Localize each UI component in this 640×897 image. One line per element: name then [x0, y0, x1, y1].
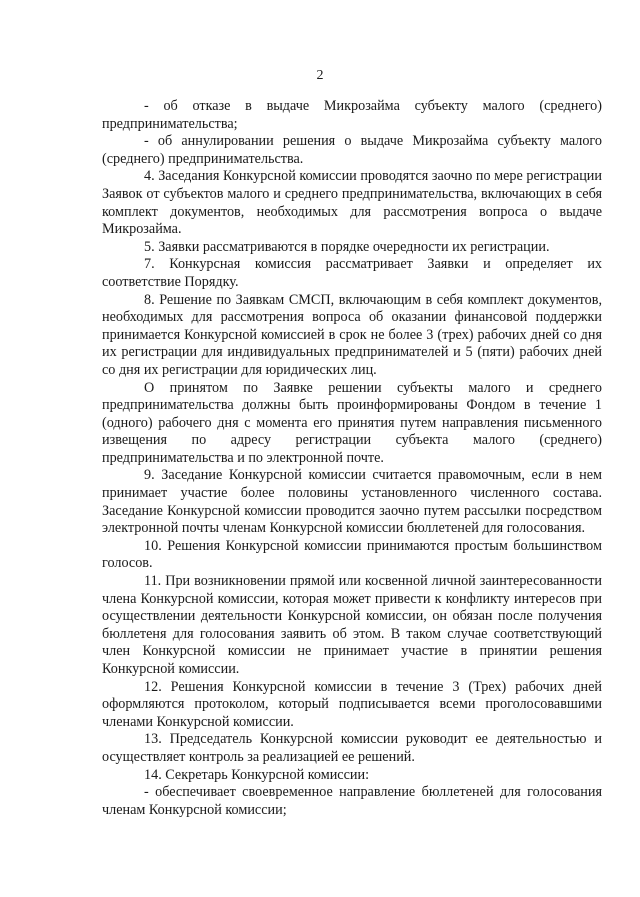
paragraph-item-12: 12. Решения Конкурсной комиссии в течение 3 (Трех) рабочих дней оформляются протоколом, который подписывается всеми проголосовавшими членами Конкурсной комиссии.: [102, 678, 602, 730]
paragraph-item-14: 14. Секретарь Конкурсной комиссии:: [144, 766, 370, 783]
paragraph-item-13: 13. Председатель Конкурсной комиссии руководит ее деятельностью и осуществляет контроль за реализацией ее решений.: [102, 731, 602, 765]
paragraph-secretary-duty: - обеспечивает своевременное направление бюллетеней для голосования членам Конкурсной комиссии;: [102, 784, 602, 818]
paragraph-item-9: 9. Заседание Конкурсной комиссии считается правомочным, если в нем принимает участие более половины установленного численного состава. Заседание Конкурсной комиссии проводится заочно путем рассылки посредством электронной почты членам Конкурсной комиссии бюллетеней для голосования.: [102, 467, 602, 537]
paragraph-notification: О принятом по Заявке решении субъекты малого и среднего предпринимательства должны быть проинформированы Фондом в течение 1 (одного) рабочего дня с момента его принятия путем направления письменного извещения по адресу регистрации субъекта малого (среднего) предпринимательства и по электронной почте.: [102, 379, 602, 466]
paragraph-item-10: 10. Решения Конкурсной комиссии принимаются простым большинством голосов.: [102, 537, 602, 572]
paragraph-item-7: 7. Конкурсная комиссия рассматривает Заявки и определяет их соответствие Порядку.: [102, 256, 602, 290]
paragraph-item-8: 8. Решение по Заявкам СМСП, включающим в себя комплект документов, необходимых для рассмотрения вопроса об оказании финансовой поддержки принимается Конкурсной комиссией в срок не более 3 (трех) рабочих дней со дня их регистрации для индивидуальных предпринимателей и 5 (пяти) рабочих дней со дня их регистрации для юридических лиц.: [102, 291, 602, 378]
paragraph-refusal: - об отказе в выдаче Микрозайма субъекту малого (среднего) предпринимательства;: [102, 98, 602, 132]
paragraph-annulment: - об аннулировании решения о выдаче Микрозайма субъекту малого (среднего) предпринимательства.: [102, 133, 602, 167]
paragraph-item-11: 11. При возникновении прямой или косвенной личной заинтересованности члена Конкурсной комиссии, которая может привести к конфликту интересов при осуществлении деятельности Конкурсной комиссии, он обязан после получения бюллетеня для голосования заявить об этом. В таком случае соответствующий член Конкурсной комиссии не принимает участие в принятии решения Конкурсной комиссии.: [102, 573, 602, 677]
document-body: [102, 98, 602, 819]
paragraph-item-5: 5. Заявки рассматриваются в порядке очередности их регистрации.: [144, 238, 550, 255]
page-number: 2: [316, 68, 324, 83]
paragraph-item-4: 4. Заседания Конкурсной комиссии проводятся заочно по мере регистрации Заявок от субъектов малого и среднего предпринимательства, включающих в себя комплект документов, необходимых для рассмотрения вопроса о выдаче Микрозайма.: [102, 168, 602, 238]
